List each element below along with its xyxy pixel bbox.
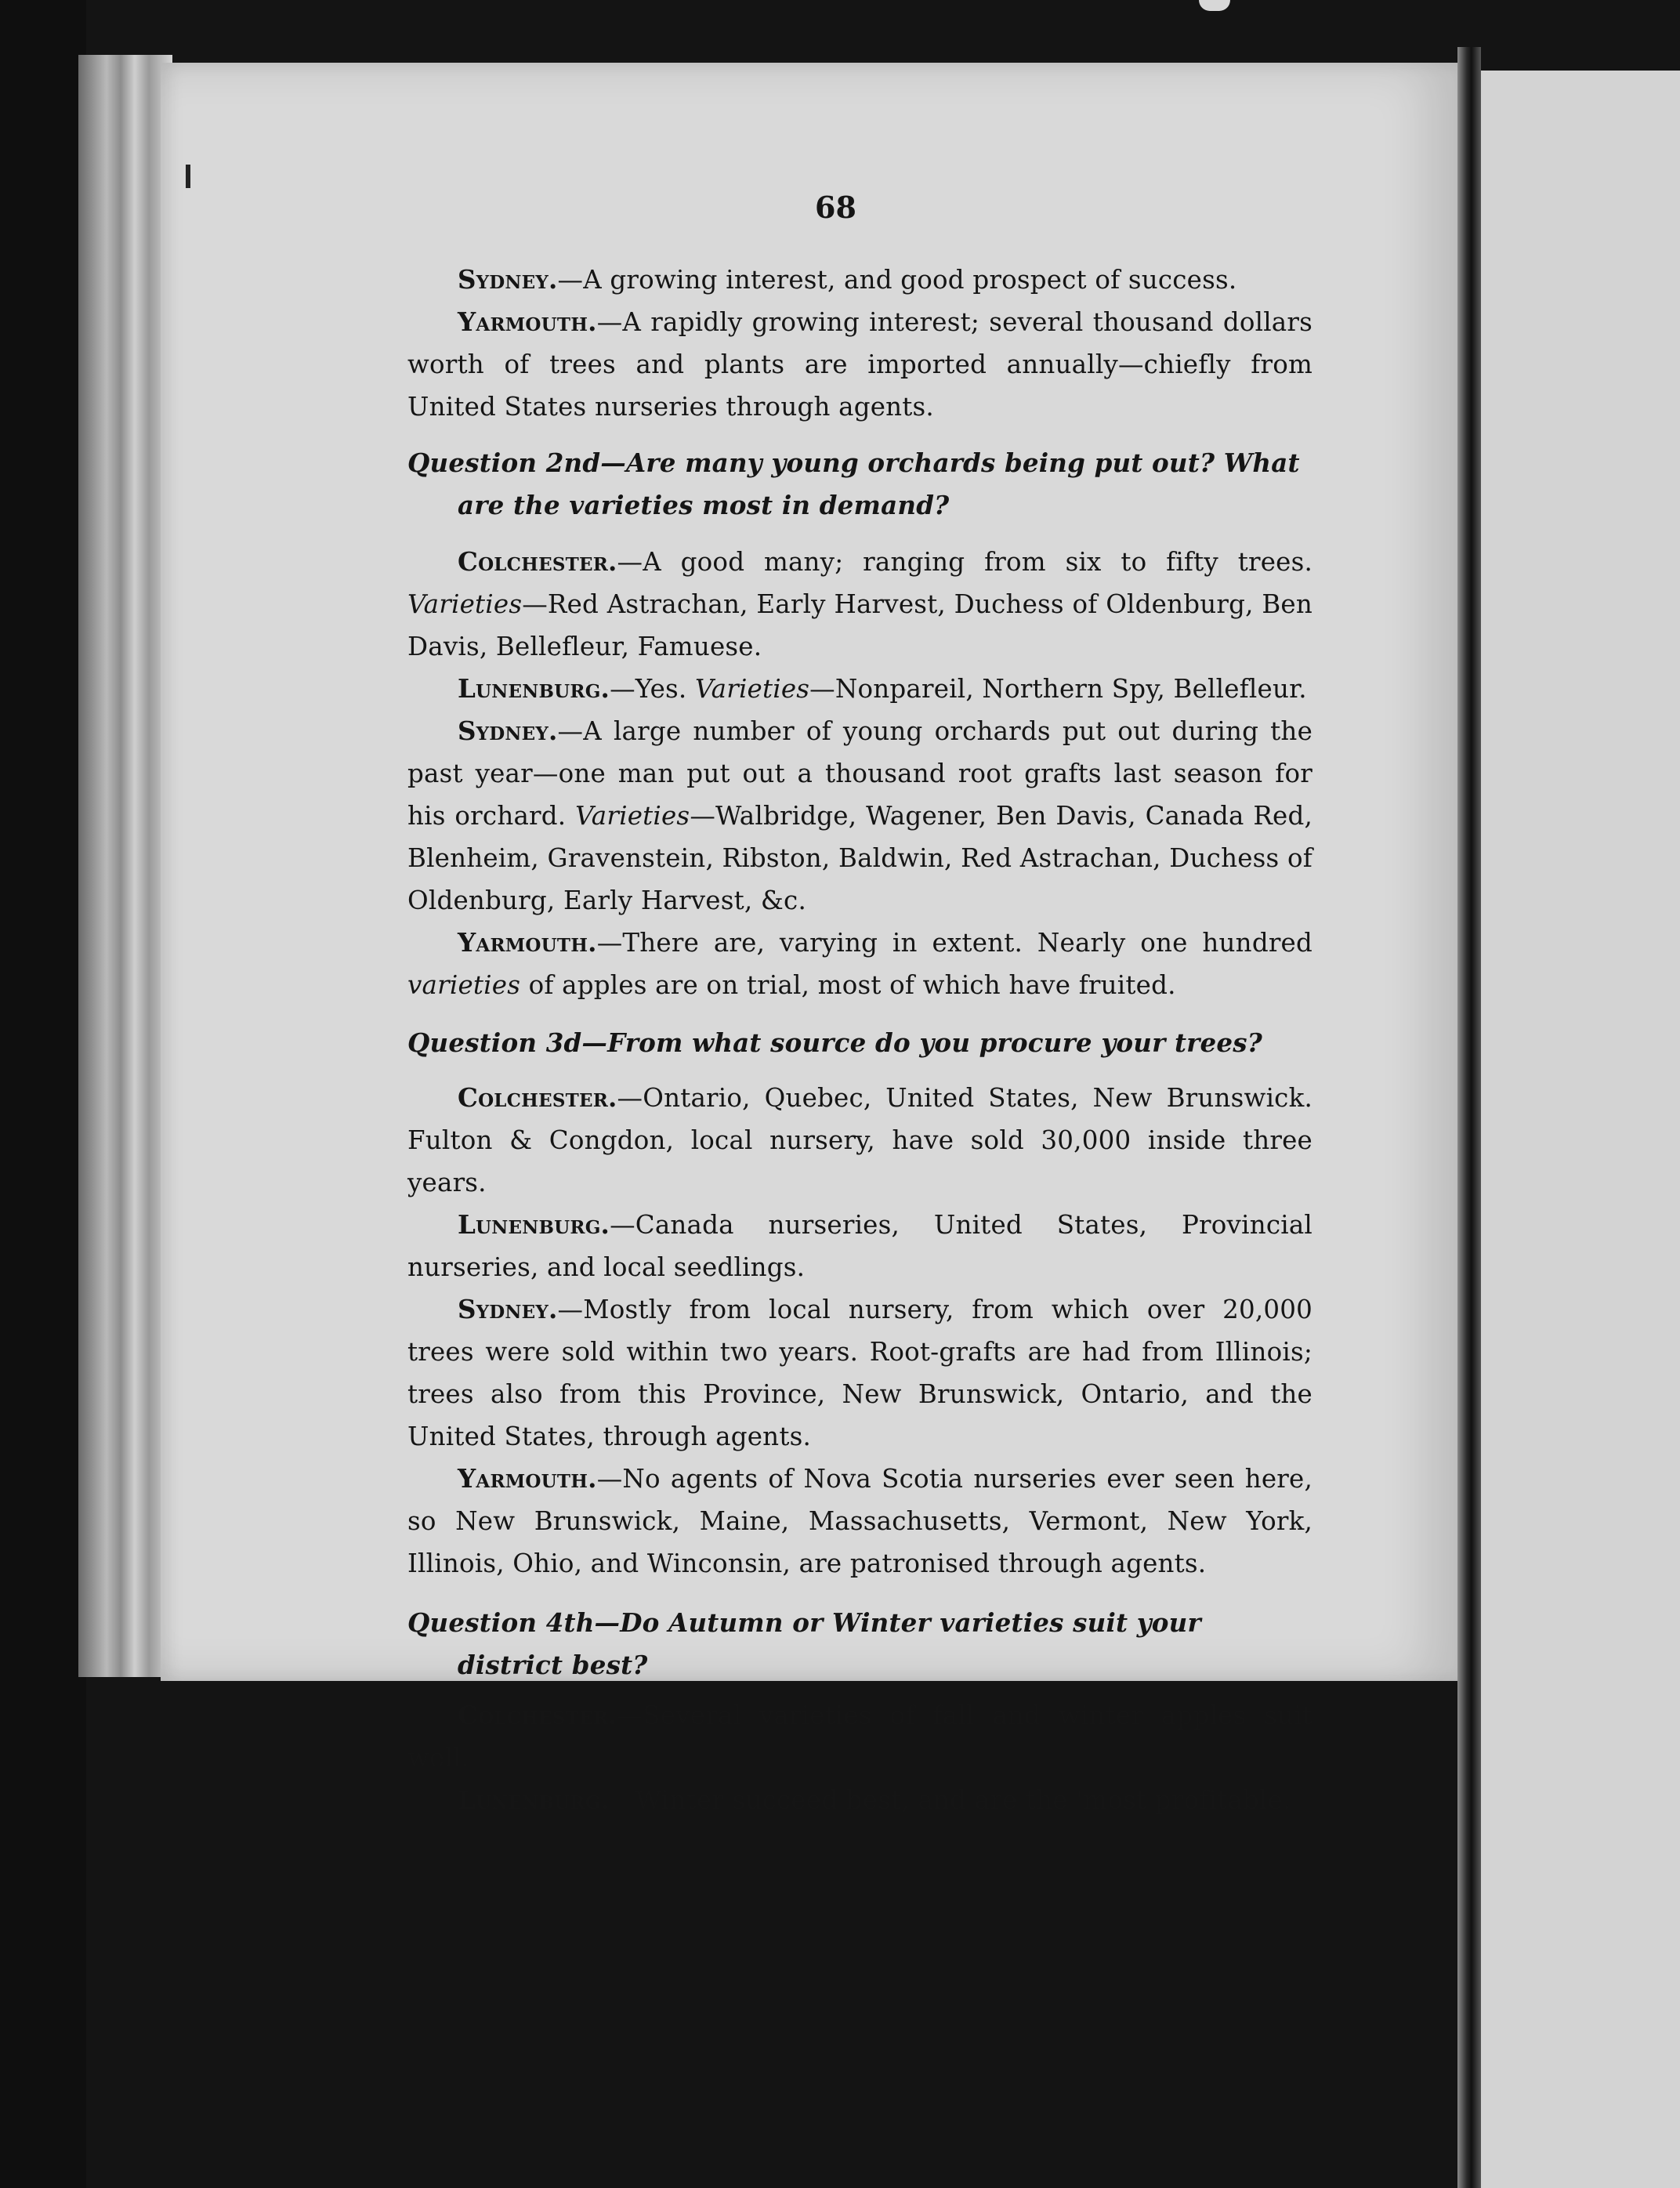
place-name: Yarmouth.	[458, 306, 597, 337]
varieties-text: —Walbridge, Wagener, Ben Davis, Canada Red, Blenheim, Gravenstein, Ribston, Baldwin, Red Astrachan, Duchess of Oldenburg, Early Harvest, &c.	[407, 801, 1312, 915]
answer-paragraph	[407, 710, 1312, 922]
varieties-label: Varieties	[575, 801, 690, 831]
varieties-text: of apples are on trial, most of which have fruited.	[520, 970, 1176, 1000]
answer-text: —There are, varying in extent. Nearly one hundred	[596, 928, 1312, 958]
place-name: Sydney.	[458, 264, 558, 295]
answer-text: —Ontario, Quebec, United States, New Brunswick. Fulton & Congdon, local nursery, have sold 30,000 inside three years.	[407, 1083, 1312, 1197]
answer-text: —Winter succeed best, and are the 'most profitable.	[610, 1785, 1291, 1815]
answer-text: —No agents of Nova Scotia nurseries ever seen here, so New Brunswick, Maine, Massachusetts, Vermont, New York, Illinois, Ohio, and Winconsin, are patronised through agents.	[407, 1464, 1312, 1578]
varieties-label: Varieties	[407, 589, 523, 619]
answer-paragraph	[407, 1288, 1312, 1458]
answer-paragraph	[407, 1694, 1312, 1779]
answer-paragraph	[407, 259, 1312, 301]
place-name: Sydney.	[458, 715, 558, 746]
margin-mark	[186, 165, 190, 188]
varieties-label: Varieties	[694, 674, 810, 704]
right-page	[1481, 71, 1680, 2188]
answer-paragraph	[407, 1204, 1312, 1288]
answer-paragraph	[407, 1779, 1312, 1821]
place-name: Yarmouth.	[458, 1463, 597, 1494]
answer-text: —Mostly from local nursery, from which over 20,000 trees were sold within two years. Root-grafts are had from Illinois; trees also from this Province, New Brunswick, Ontario, and the United States, through agents.	[407, 1295, 1312, 1451]
book-gutter	[1457, 47, 1481, 2188]
varieties-label: varieties	[407, 970, 521, 1000]
place-name: Colchester.	[458, 1700, 617, 1730]
question-heading: Question 4th—Do Autumn or Winter varieties suit your district best?	[407, 1607, 1201, 1680]
answer-text: —A rapidly growing interest; several thousand dollars worth of trees and plants are imported annually—chiefly from United States nurseries through agents.	[407, 307, 1312, 422]
place-name: Lunenburg.	[458, 1784, 610, 1815]
answer-text: —Several varieties of fall and winter apples suit well.	[407, 1701, 1312, 1773]
answer-text: —Yes.	[610, 674, 695, 704]
answer-text: —Canada nurseries, United States, Provincial nurseries, and local seedlings.	[407, 1210, 1312, 1282]
answer-text: —A good many; ranging from six to fifty trees.	[617, 547, 1312, 577]
page-number: 68	[815, 190, 856, 225]
answer-paragraph	[407, 1077, 1312, 1204]
place-name: Lunenburg.	[458, 673, 610, 704]
place-name: Lunenburg.	[458, 1209, 610, 1240]
question-heading: Question 3d—From what source do you procure your trees?	[407, 1027, 1262, 1058]
scan-artifact	[1199, 0, 1230, 11]
answer-paragraph	[407, 1458, 1312, 1585]
question-heading: Question 2nd—Are many young orchards being put out? What are the varieties most in demand?	[407, 447, 1300, 520]
answer-text: —A growing interest, and good prospect of success.	[557, 265, 1237, 295]
answer-paragraph	[407, 922, 1312, 1006]
place-name: Colchester.	[458, 1082, 617, 1113]
book-spine-shadow	[0, 0, 86, 2188]
answer-paragraph	[407, 301, 1312, 428]
page-edges	[78, 55, 172, 1677]
varieties-text: —Nonpareil, Northern Spy, Bellefleur.	[809, 674, 1307, 704]
answer-paragraph	[407, 541, 1312, 668]
place-name: Sydney.	[458, 1294, 558, 1324]
place-name: Colchester.	[458, 546, 617, 577]
answer-text: —A large number of young orchards put out during the past year—one man put out a thousand root grafts last season for his orchard.	[407, 716, 1312, 831]
place-name: Yarmouth.	[458, 927, 597, 958]
answer-paragraph	[407, 668, 1312, 710]
page-body-text	[407, 259, 1312, 1821]
varieties-text: —Red Astrachan, Early Harvest, Duchess of Oldenburg, Ben Davis, Bellefleur, Famuese.	[407, 589, 1312, 661]
